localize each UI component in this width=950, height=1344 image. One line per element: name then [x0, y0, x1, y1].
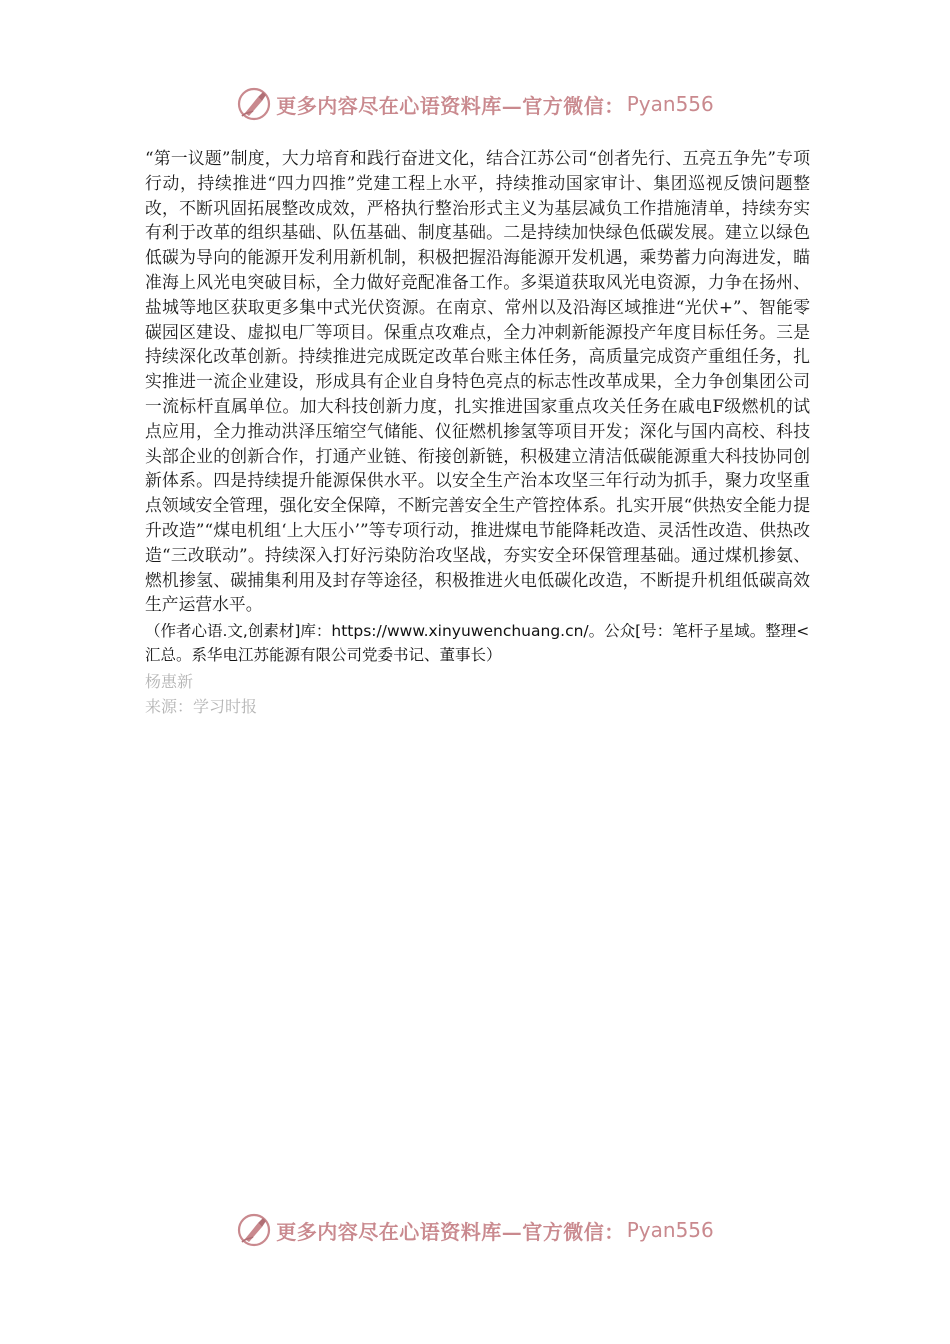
article-source: 来源：学习时报: [145, 697, 258, 717]
article-body-paragraph: “第一议题”制度，大力培育和践行奋进文化，结合江苏公司“创者先行、五亮五争先”专项行动，持续推进“四力四推”党建工程上水平，持续推动国家审计、集团巡视反馈问题整改，不断巩固拓展整改成效，严格执行整治形式主义为基层减负工作措施清单，持续夯实有利于改革的组织基础、队伍基础、制度基础。二是持续加快绿色低碳发展。建立以绿色低碳为导向的能源开发利用新机制，积极把握沿海能源开发机遇，乘势蓄力向海进发，瞄准海上风光电突破目标，全力做好竞配准备工作。多渠道获取风光电资源，力争在扬州、盐城等地区获取更多集中式光伏资源。在南京、常州以及沿海区域推进“光伏+”、智能零碳园区建设、虚拟电厂等项目。保重点攻难点，全力冲刺新能源投产年度目标任务。三是持续深化改革创新。持续推进完成既定改革台账主体任务，高质量完成资产重组任务，扎实推进一流企业建设，形成具有企业自身特色亮点的标志性改革成果，全力争创集团公司一流标杆直属单位。加大科技创新力度，扎实推进国家重点攻关任务在戚电F级燃机的试点应用，全力推动洪泽压缩空气储能、仪征燃机掺氢等项目开发；深化与国内高校、科技头部企业的创新合作，打通产业链、衔接创新链，积极建立清洁低碳能源重大科技协同创新体系。四是持续提升能源保供水平。以安全生产治本攻坚三年行动为抓手，聚力攻坚重点领域安全管理，强化安全保障，不断完善安全生产管控体系。扎实开展“供热安全能力提升改造”“煤电机组‘上大压小’”等专项行动，推进煤电节能降耗改造、灵活性改造、供热改造“三改联动”。持续深入打好污染防治攻坚战，夯实安全环保管理基础。通过煤机掺氨、燃机掺氢、碳捕集利用及封存等途径，积极推进火电低碳化改造，不断提升机组低碳高效生产运营水平。: [145, 148, 810, 615]
pen-nib-logo-icon: [236, 86, 272, 122]
pen-nib-logo-icon: [236, 1212, 272, 1248]
header-watermark-banner: [0, 84, 950, 124]
article-content: [145, 146, 810, 719]
author-note: （作者心语.文,创素材]库：https://www.xinyuwenchuang.cn/。公众[号：笔杆子星域。整理<汇总。系华电江苏能源有限公司党委书记、董事长）: [145, 622, 810, 665]
banner-text: 更多内容尽在心语资料库—官方微信：: [276, 1219, 625, 1244]
banner-wechat-id: Pyan556: [626, 1218, 714, 1242]
footer-watermark-banner: [0, 1210, 950, 1250]
banner-text: 更多内容尽在心语资料库—官方微信：: [276, 93, 625, 118]
author-name: 杨惠新: [145, 672, 194, 692]
banner-wechat-id: Pyan556: [626, 92, 714, 116]
